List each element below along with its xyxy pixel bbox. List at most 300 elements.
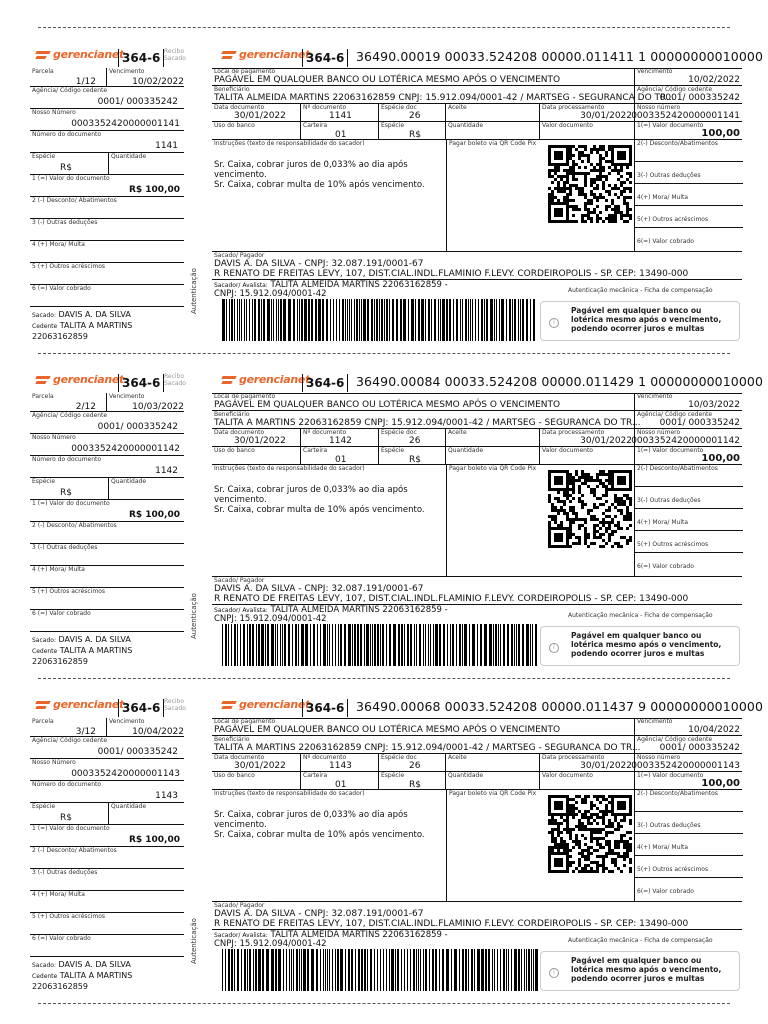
mora-label: 4 (+) Mora/ Multa	[32, 241, 85, 248]
vencimento-r-label: Vencimento	[637, 718, 673, 725]
vencimento-label: Vencimento	[109, 68, 145, 75]
vencimento-r-field	[634, 718, 742, 736]
vencimento-value: 10/02/2022	[132, 77, 184, 87]
desconto-label: 2 (-) Desconto/ Abatimentos	[32, 847, 117, 854]
agencia-r-field	[634, 736, 742, 754]
agencia-r-value: 0001/ 000335242	[659, 743, 740, 753]
beneficiario-field	[212, 736, 641, 754]
cedente-name: TALITA A MARTINS	[59, 646, 133, 655]
nosso-numero-value: 0003352420000001142	[71, 444, 180, 454]
parcela-value: 1/12	[75, 77, 96, 87]
n-documento-value: 1141	[329, 111, 352, 121]
desconto-label: 2 (-) Desconto/ Abatimentos	[32, 197, 117, 204]
nosso-numero-field	[30, 759, 184, 781]
notice-text: Pagável em qualquer banco ou lotérica mesmo após o vencimento, podendo ocorrer juros e multas	[571, 306, 722, 333]
brand-mark-icon	[36, 374, 50, 386]
sacado-pagador-name: DAVIS A. DA SILVA - CNPJ: 32.087.191/0001-67	[214, 909, 424, 919]
numero-documento-value: 1141	[155, 141, 178, 151]
outras-deducoes-r-field	[635, 487, 743, 509]
mora-r-field	[635, 509, 743, 531]
instrucoes-field	[212, 790, 446, 902]
especie-value: R$	[60, 813, 72, 823]
especie-doc-field	[378, 104, 445, 122]
especie-field	[30, 803, 108, 825]
pix-qr-code[interactable]	[547, 794, 633, 874]
info-icon: i	[549, 968, 559, 978]
parcela-label: Parcela	[32, 718, 54, 725]
especie-value: R$	[60, 163, 72, 173]
outras-deducoes-label: 3 (-) Outras deduções	[32, 544, 98, 551]
vencimento-label: Vencimento	[109, 718, 145, 725]
parcela-label: Parcela	[32, 393, 54, 400]
brand-logo	[222, 373, 310, 386]
aceite-label: Aceite	[448, 104, 467, 111]
outros-acrescimos-field	[30, 263, 184, 285]
agencia-field	[30, 737, 184, 759]
data-processamento-value: 30/01/2022	[580, 111, 632, 121]
sacado-pagador-label: Sacado/ Pagador	[214, 902, 265, 909]
quantidade-label: Quantidade	[111, 803, 147, 810]
nosso-numero-field	[30, 434, 184, 456]
n-documento-label: Nº documento	[303, 754, 347, 761]
numero-documento-label: Número do documento	[32, 781, 102, 788]
nosso-numero-r-label: Nosso número	[637, 104, 681, 111]
valor-documento-label: 1 (=) Valor do documento	[32, 175, 110, 182]
aceite-field	[445, 429, 539, 447]
vencimento-r-label: Vencimento	[637, 393, 673, 400]
data-documento-field	[212, 104, 300, 122]
cedente-id: 22063162859	[32, 657, 88, 666]
valor-r-field	[539, 122, 634, 140]
vencimento-r-value: 10/03/2022	[688, 400, 740, 410]
vencimento-r-field	[634, 393, 742, 411]
especie-r-label: Espécie	[381, 122, 405, 129]
desconto-label: 2 (-) Desconto/ Abatimentos	[32, 522, 117, 529]
uso-banco-field	[212, 772, 300, 790]
barcode	[222, 624, 538, 666]
especie-doc-label: Espécie doc	[381, 754, 417, 761]
recibo-label: Recibo Sacado	[164, 48, 186, 62]
nosso-numero-r-value: 0003352420000001143	[631, 761, 740, 771]
desconto-field	[30, 847, 184, 869]
info-icon: i	[549, 318, 559, 328]
notice-text: Pagável em qualquer banco ou lotérica mesmo após o vencimento, podendo ocorrer juros e multas	[571, 956, 722, 983]
uso-banco-field	[212, 122, 300, 140]
boleto	[30, 672, 763, 991]
mora-field	[30, 891, 184, 913]
brand-mark-icon	[36, 49, 50, 61]
valor-documento-label: 1 (=) Valor do documento	[32, 825, 110, 832]
sacador-avalista-label: Sacador/ Avalista:	[214, 932, 268, 939]
aceite-field	[445, 104, 539, 122]
local-pagamento-value: PAGÁVEL EM QUALQUER BANCO OU LOTÉRICA MESMO APÓS O VENCIMENTO	[214, 400, 561, 410]
valor-cobrado-label: 6 (=) Valor cobrado	[32, 610, 91, 617]
autenticacao-mecanica-label: Autenticação mecânica - Ficha de compensação	[568, 937, 713, 944]
nosso-numero-r-field	[631, 104, 742, 122]
carteira-value: 01	[335, 130, 347, 140]
sacado-label: Sacado:	[32, 637, 56, 644]
valor-documento-field	[30, 825, 184, 847]
brand-logo	[222, 698, 310, 711]
valor-r-field	[539, 772, 634, 790]
desconto-field	[30, 522, 184, 544]
data-documento-value: 30/01/2022	[234, 761, 286, 771]
local-pagamento-value: PAGÁVEL EM QUALQUER BANCO OU LOTÉRICA MESMO APÓS O VENCIMENTO	[214, 75, 561, 85]
valor-documento-r-label: 1(=) Valor documento	[637, 772, 704, 779]
outras-deducoes-r-label: 3(-) Outras deduções	[637, 497, 701, 504]
data-processamento-label: Data processamento	[542, 104, 605, 111]
aceite-field	[445, 754, 539, 772]
outras-deducoes-r-field	[635, 162, 743, 184]
brand-logo	[36, 698, 124, 711]
valor-r-label: Valor documento	[542, 122, 593, 129]
especie-doc-value: 26	[409, 111, 421, 121]
mora-r-label: 4(+) Mora/ Multa	[637, 844, 689, 851]
sacador-avalista-label: Sacador/ Avalista:	[214, 282, 268, 289]
sacador-avalista-label: Sacador/ Avalista:	[214, 607, 268, 614]
instrucao-juros: Sr. Caixa, cobrar juros de 0,033% ao dia após vencimento.	[214, 485, 408, 505]
valor-cobrado-label: 6 (=) Valor cobrado	[32, 285, 91, 292]
outros-acrescimos-r-field	[635, 856, 743, 878]
valor-documento-r-value: 100,00	[701, 128, 740, 139]
n-documento-field	[300, 754, 378, 772]
valor-documento-field	[30, 175, 184, 197]
sacador-avalista-name: TALITA ALMEIDA MARTINS 22063162859 -	[270, 930, 448, 940]
valor-cobrado-r-field	[635, 553, 743, 576]
linha-digitavel: 36490.00019 00033.524208 00000.011411 1 00000000010000	[356, 49, 763, 64]
quantidade-field	[108, 478, 184, 500]
instrucao-multa: Sr. Caixa, cobrar multa de 10% após vencimento.	[214, 180, 425, 190]
outros-acrescimos-r-field	[635, 531, 743, 553]
sacador-avalista-name: TALITA ALMEIDA MARTINS 22063162859 -	[270, 605, 448, 615]
valor-r-label: Valor documento	[542, 772, 593, 779]
valor-cobrado-label: 6 (=) Valor cobrado	[32, 935, 91, 942]
desconto-r-label: 2(-) Desconto/Abatimentos	[637, 465, 718, 472]
carteira-field	[300, 447, 378, 465]
vencimento-field	[106, 68, 184, 87]
nosso-numero-r-value: 0003352420000001141	[631, 111, 740, 121]
sacado-pagador-field	[212, 577, 742, 605]
vencimento-value: 10/04/2022	[132, 727, 184, 737]
brand-name: gerencianet	[53, 373, 125, 386]
local-pagamento-label: Local de pagamento	[214, 718, 276, 725]
brand-mark-icon	[36, 699, 50, 711]
valor-r-label: Valor documento	[542, 447, 593, 454]
agencia-r-label: Agência/ Código cedente	[637, 736, 713, 743]
brand-name: gerencianet	[239, 698, 311, 711]
bank-code: 364-6	[302, 374, 348, 392]
cedente-id: 22063162859	[32, 332, 88, 341]
valor-cobrado-r-label: 6(=) Valor cobrado	[637, 888, 694, 895]
pagar-qr-label: Pagar boleto via QR Code Pix	[449, 140, 537, 147]
quantidade-field	[108, 153, 184, 175]
n-documento-field	[300, 429, 378, 447]
sacador-avalista-cnpj: CNPJ: 15.912.094/0001-42	[214, 614, 327, 624]
local-pagamento-value: PAGÁVEL EM QUALQUER BANCO OU LOTÉRICA MESMO APÓS O VENCIMENTO	[214, 725, 561, 735]
sacado-pagador-field	[212, 902, 742, 930]
nosso-numero-r-label: Nosso número	[637, 754, 681, 761]
quantidade-r-label: Quantidade	[448, 772, 484, 779]
pix-qr-field	[446, 465, 634, 577]
notice-box	[540, 951, 740, 991]
especie-r-field	[378, 772, 445, 790]
parcela-field	[30, 718, 106, 737]
quantidade-r-label: Quantidade	[448, 447, 484, 454]
sacador-avalista-name: TALITA ALMEIDA MARTINS 22063162859 -	[270, 280, 448, 290]
sacado-pagador-name: DAVIS A. DA SILVA - CNPJ: 32.087.191/0001-67	[214, 259, 424, 269]
local-pagamento-field	[212, 393, 634, 411]
brand-mark-icon	[222, 374, 236, 386]
carteira-label: Carteira	[303, 447, 328, 454]
sacador-avalista	[214, 931, 474, 949]
numero-documento-value: 1142	[155, 466, 178, 476]
brand-logo	[222, 48, 310, 61]
pix-qr-field	[446, 790, 634, 902]
nosso-numero-label: Nosso Número	[32, 109, 76, 116]
desconto-r-label: 2(-) Desconto/Abatimentos	[637, 140, 718, 147]
valor-documento-r-field	[634, 447, 742, 465]
mora-field	[30, 241, 184, 263]
quantidade-label: Quantidade	[111, 153, 147, 160]
beneficiario-field	[212, 411, 641, 429]
boleto	[30, 22, 763, 341]
sacado-pagador-label: Sacado/ Pagador	[214, 577, 265, 584]
cedente-label: Cedente	[32, 323, 58, 330]
especie-doc-value: 26	[409, 436, 421, 446]
notice-text: Pagável em qualquer banco ou lotérica mesmo após o vencimento, podendo ocorrer juros e multas	[571, 631, 722, 658]
especie-doc-field	[378, 429, 445, 447]
valor-cobrado-field	[30, 610, 184, 632]
nosso-numero-field	[30, 109, 184, 131]
outras-deducoes-r-field	[635, 812, 743, 834]
instrucao-juros: Sr. Caixa, cobrar juros de 0,033% ao dia após vencimento.	[214, 810, 408, 830]
numero-documento-field	[30, 456, 184, 478]
nosso-numero-label: Nosso Número	[32, 434, 76, 441]
parcela-value: 2/12	[75, 402, 96, 412]
data-documento-label: Data documento	[214, 104, 265, 111]
especie-doc-field	[378, 754, 445, 772]
especie-label: Espécie	[32, 153, 56, 160]
uso-banco-label: Uso do banco	[214, 772, 255, 779]
outros-acrescimos-field	[30, 588, 184, 610]
agencia-value: 0001/ 000335242	[97, 97, 178, 107]
brand-mark-icon	[222, 699, 236, 711]
valor-documento-r-value: 100,00	[701, 778, 740, 789]
data-processamento-field	[539, 104, 634, 122]
cedente-id: 22063162859	[32, 982, 88, 991]
bank-code: 364-6	[302, 699, 348, 717]
recibo-label: Recibo Sacado	[164, 698, 186, 712]
sacado-block	[32, 635, 192, 667]
sacado-pagador-label: Sacado/ Pagador	[214, 252, 265, 259]
local-pagamento-label: Local de pagamento	[214, 68, 276, 75]
n-documento-label: Nº documento	[303, 429, 347, 436]
valor-documento-r-field	[634, 772, 742, 790]
brand-name: gerencianet	[239, 373, 311, 386]
valor-cobrado-field	[30, 935, 184, 957]
valor-r-field	[539, 447, 634, 465]
sacador-avalista-cnpj: CNPJ: 15.912.094/0001-42	[214, 289, 327, 299]
data-processamento-field	[539, 429, 634, 447]
data-documento-label: Data documento	[214, 429, 265, 436]
numero-documento-field	[30, 781, 184, 803]
pix-qr-code[interactable]	[547, 469, 633, 549]
agencia-r-field	[634, 86, 742, 104]
info-icon: i	[549, 643, 559, 653]
valor-cobrado-r-field	[635, 878, 743, 901]
beneficiario-label: Beneficiário	[214, 86, 250, 93]
valor-documento-field	[30, 500, 184, 522]
quantidade-r-field	[445, 772, 539, 790]
mora-label: 4 (+) Mora/ Multa	[32, 891, 85, 898]
agencia-field	[30, 412, 184, 434]
especie-doc-value: 26	[409, 761, 421, 771]
quantidade-r-field	[445, 447, 539, 465]
uso-banco-label: Uso do banco	[214, 447, 255, 454]
nosso-numero-value: 0003352420000001143	[71, 769, 180, 779]
outras-deducoes-label: 3 (-) Outras deduções	[32, 219, 98, 226]
especie-doc-label: Espécie doc	[381, 429, 417, 436]
sacado-pagador-field	[212, 252, 742, 280]
vencimento-field	[106, 718, 184, 737]
mora-label: 4 (+) Mora/ Multa	[32, 566, 85, 573]
data-processamento-label: Data processamento	[542, 754, 605, 761]
mora-r-field	[635, 184, 743, 206]
cedente-label: Cedente	[32, 648, 58, 655]
valor-documento-r-label: 1(=) Valor documento	[637, 447, 704, 454]
mora-r-label: 4(+) Mora/ Multa	[637, 519, 689, 526]
sacado-block	[32, 960, 192, 992]
agencia-label: Agência/ Código cedente	[32, 412, 108, 419]
agencia-label: Agência/ Código cedente	[32, 87, 108, 94]
nosso-numero-label: Nosso Número	[32, 759, 76, 766]
agencia-r-label: Agência/ Código cedente	[637, 86, 713, 93]
brand-logo	[36, 48, 124, 61]
boleto	[30, 347, 763, 666]
mora-r-field	[635, 834, 743, 856]
nosso-numero-r-value: 0003352420000001142	[631, 436, 740, 446]
linha-digitavel: 36490.00068 00033.524208 00000.011437 9 00000000010000	[356, 699, 763, 714]
outros-acrescimos-r-label: 5(+) Outros acréscimos	[637, 541, 709, 548]
numero-documento-label: Número do documento	[32, 456, 102, 463]
bank-code: 364-6	[118, 49, 164, 67]
sacado-pagador-name: DAVIS A. DA SILVA - CNPJ: 32.087.191/0001-67	[214, 584, 424, 594]
quantidade-field	[108, 803, 184, 825]
n-documento-field	[300, 104, 378, 122]
aceite-label: Aceite	[448, 429, 467, 436]
sacador-avalista	[214, 606, 474, 624]
vencimento-r-value: 10/02/2022	[688, 75, 740, 85]
nosso-numero-r-field	[631, 429, 742, 447]
brand-name: gerencianet	[53, 698, 125, 711]
quantidade-r-field	[445, 122, 539, 140]
bank-code: 364-6	[118, 699, 164, 717]
aceite-label: Aceite	[448, 754, 467, 761]
data-documento-label: Data documento	[214, 754, 265, 761]
agencia-value: 0001/ 000335242	[97, 422, 178, 432]
especie-value: R$	[60, 488, 72, 498]
desconto-r-label: 2(-) Desconto/Abatimentos	[637, 790, 718, 797]
instrucoes-field	[212, 465, 446, 577]
outras-deducoes-r-label: 3(-) Outras deduções	[637, 172, 701, 179]
carteira-value: 01	[335, 780, 347, 790]
instrucoes-label: Instruções (texto de responsabilidade do sacador)	[214, 790, 365, 797]
quantidade-label: Quantidade	[111, 478, 147, 485]
beneficiario-value: TALITA A MARTINS 22063162859 CNPJ: 15.912.094/0001-42 / MARTSEG - SEGURANCA DO TR...	[214, 743, 641, 753]
autenticacao-mecanica-label: Autenticação mecânica - Ficha de compensação	[568, 287, 713, 294]
outros-acrescimos-label: 5 (+) Outros acréscimos	[32, 913, 105, 920]
especie-r-value: R$	[409, 455, 421, 465]
carteira-value: 01	[335, 455, 347, 465]
sacado-name: DAVIS A. DA SILVA	[58, 310, 131, 319]
autenticacao-label: Autenticação	[190, 918, 198, 964]
valor-documento-r-label: 1(=) Valor documento	[637, 122, 704, 129]
especie-r-label: Espécie	[381, 447, 405, 454]
numero-documento-field	[30, 131, 184, 153]
local-pagamento-field	[212, 718, 634, 736]
parcela-field	[30, 68, 106, 87]
autenticacao-label: Autenticação	[190, 593, 198, 639]
outros-acrescimos-r-field	[635, 206, 743, 228]
sacador-avalista-cnpj: CNPJ: 15.912.094/0001-42	[214, 939, 327, 949]
valor-documento-value: R$ 100,00	[128, 835, 180, 845]
parcela-label: Parcela	[32, 68, 54, 75]
valor-documento-r-value: 100,00	[701, 453, 740, 464]
sacado-name: DAVIS A. DA SILVA	[58, 960, 131, 969]
carteira-field	[300, 772, 378, 790]
agencia-r-label: Agência/ Código cedente	[637, 411, 713, 418]
nosso-numero-r-label: Nosso número	[637, 429, 681, 436]
sacado-pagador-address: R RENATO DE FREITAS LEVY, 107, DIST.CIAL.INDL.FLAMINIO F.LEVY. CORDEIROPOLIS - SP. CEP: 13490-000	[214, 594, 689, 604]
desconto-r-field	[635, 790, 743, 812]
outras-deducoes-field	[30, 219, 184, 241]
especie-r-field	[378, 122, 445, 140]
beneficiario-value: TALITA A MARTINS 22063162859 CNPJ: 15.912.094/0001-42 / MARTSEG - SEGURANCA DO TR...	[214, 418, 641, 428]
sacado-label: Sacado:	[32, 962, 56, 969]
valor-documento-value: R$ 100,00	[128, 185, 180, 195]
valor-documento-value: R$ 100,00	[128, 510, 180, 520]
barcode	[222, 949, 538, 991]
data-processamento-label: Data processamento	[542, 429, 605, 436]
sacador-avalista	[214, 281, 474, 299]
mora-r-label: 4(+) Mora/ Multa	[637, 194, 689, 201]
vencimento-value: 10/03/2022	[132, 402, 184, 412]
instrucoes-label: Instruções (texto de responsabilidade do sacador)	[214, 465, 365, 472]
beneficiario-label: Beneficiário	[214, 736, 250, 743]
agencia-value: 0001/ 000335242	[97, 747, 178, 757]
outros-acrescimos-r-label: 5(+) Outros acréscimos	[637, 866, 709, 873]
beneficiario-value: TALITA ALMEIDA MARTINS 22063162859 CNPJ: 15.912.094/0001-42 / MARTSEG - SEGURANCA DO TR...	[214, 93, 675, 103]
local-pagamento-field	[212, 68, 634, 86]
especie-r-value: R$	[409, 780, 421, 790]
instrucao-multa: Sr. Caixa, cobrar multa de 10% após vencimento.	[214, 830, 425, 840]
autenticacao-label: Autenticação	[190, 268, 198, 314]
data-documento-field	[212, 754, 300, 772]
parcela-value: 3/12	[75, 727, 96, 737]
especie-doc-label: Espécie doc	[381, 104, 417, 111]
cedente-label: Cedente	[32, 973, 58, 980]
pix-qr-code[interactable]	[547, 144, 633, 224]
outras-deducoes-r-label: 3(-) Outras deduções	[637, 822, 701, 829]
cut-line	[38, 1003, 730, 1004]
valor-documento-r-field	[634, 122, 742, 140]
brand-logo	[36, 373, 124, 386]
especie-field	[30, 153, 108, 175]
nosso-numero-r-field	[631, 754, 742, 772]
instrucao-juros: Sr. Caixa, cobrar juros de 0,033% ao dia após vencimento.	[214, 160, 408, 180]
quantidade-r-label: Quantidade	[448, 122, 484, 129]
cedente-name: TALITA A MARTINS	[59, 321, 133, 330]
